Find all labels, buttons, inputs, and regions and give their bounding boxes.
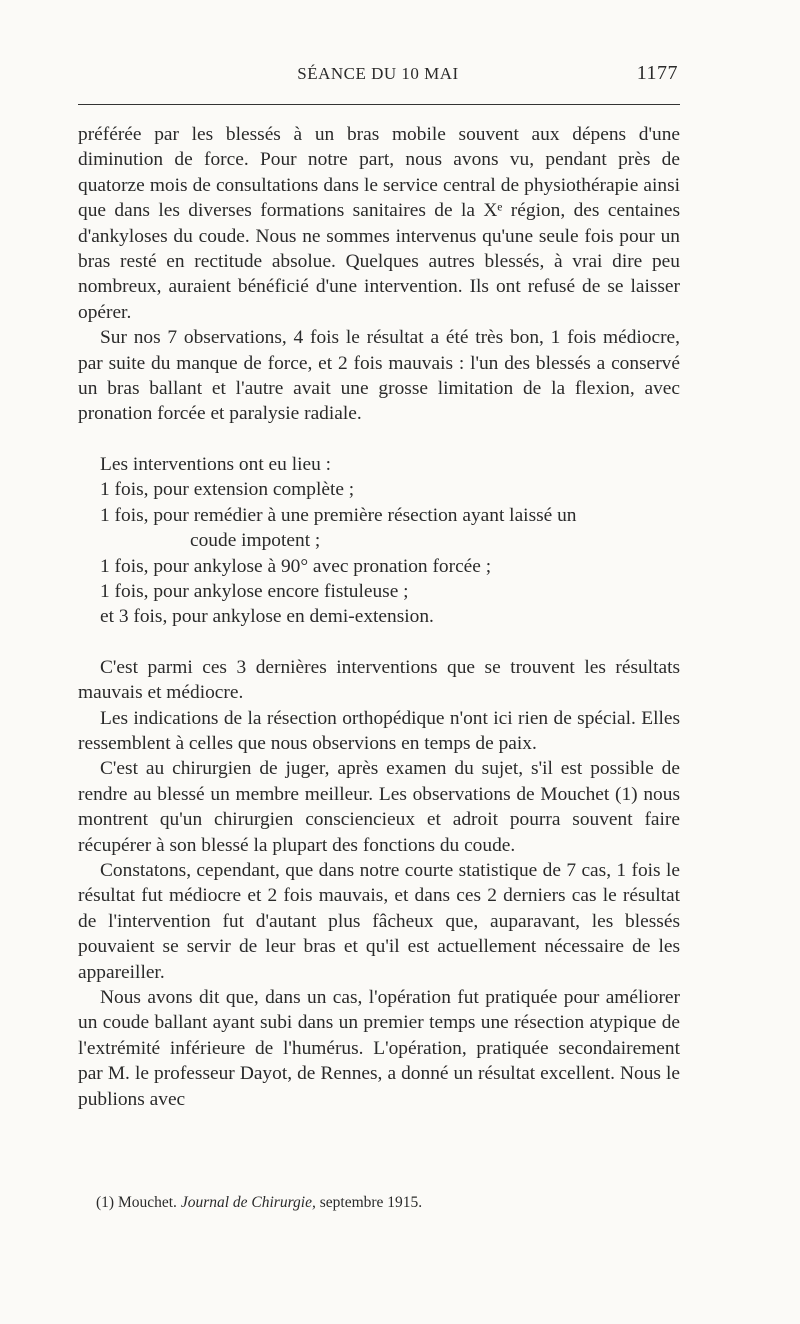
list-item: 1 fois, pour ankylose encore fistuleuse ;: [100, 580, 409, 602]
interventions-list: [78, 477, 680, 629]
body-text: [78, 122, 680, 1112]
list-item: et 3 fois, pour ankylose en demi-extension.: [100, 606, 434, 628]
paragraph: Constatons, cependant, que dans notre courte statistique de 7 cas, 1 fois le résultat fut médiocre et 2 fois mauvais, et dans ces 2 derniers cas le résultat de l'intervention fut d'autant plus fâcheux que, auparavant, les blessés pouvaient se servir de leur bras et qu'il est actuellement nécessaire de les appareiller.: [78, 859, 680, 983]
footnote-author: Mouchet.: [117, 1194, 177, 1211]
footnote-marker: (1): [96, 1194, 115, 1211]
footnote-date: septembre 1915.: [319, 1194, 423, 1211]
footnote-journal: Journal de Chirurgie,: [180, 1194, 316, 1211]
paragraph: Les indications de la résection orthopédique n'ont ici rien de spécial. Elles ressemblent à celles que nous observions en temps de paix.: [78, 707, 680, 754]
header-rule: [78, 104, 680, 105]
spacer: [78, 630, 680, 655]
paragraph: Les interventions ont eu lieu :: [100, 453, 332, 475]
spacer: [78, 427, 680, 452]
paragraph: Sur nos 7 observations, 4 fois le résultat a été très bon, 1 fois médiocre, par suite du manque de force, et 2 fois mauvais : l'un des blessés a conservé un bras ballant et l'autre avait une grosse limitation de la flexion, avec pronation forcée et paralysie radiale.: [78, 327, 680, 425]
list-item: 1 fois, pour extension complète ;: [100, 479, 355, 501]
page-header: [78, 62, 678, 92]
footnote: [96, 1194, 680, 1212]
paragraph: C'est parmi ces 3 dernières interventions que se trouvent les résultats mauvais et médiocre.: [78, 656, 680, 704]
paragraph: C'est au chirurgien de juger, après examen du sujet, s'il est possible de rendre au blessé un membre meilleur. Les observations de Mouchet (1) nous montrent qu'un chirurgien consciencieux et adroit pourra souvent faire récupérer à son blessé la plupart des fonctions du coude.: [78, 758, 680, 856]
paragraph: préférée par les blessés à un bras mobile souvent aux dépens d'une diminution de force. Pour notre part, nous avons vu, pendant près de quatorze mois de consultations dans le service central de physiothérapie ainsi que dans les diverses formations sanitaires de la Xᵉ région, des centaines d'ankyloses du coude. Nous ne sommes intervenus qu'une seule fois pour un bras resté en rectitude absolue. Quelques autres blessés, à vrai dire peu nombreux, auraient bénéficié d'une intervention. Ils ont refusé de se laisser opérer.: [78, 124, 680, 323]
page-number: 1177: [636, 62, 678, 84]
list-item: 1 fois, pour ankylose à 90° avec pronation forcée ;: [100, 555, 492, 577]
list-item: coude impotent ;: [190, 530, 321, 552]
running-title: SÉANCE DU 10 MAI: [297, 64, 459, 83]
list-item: 1 fois, pour remédier à une première résection ayant laissé un: [100, 504, 577, 526]
paragraph: Nous avons dit que, dans un cas, l'opération fut pratiquée pour améliorer un coude ballant ayant subi dans un premier temps une résection atypique de l'extrémité inférieure de l'humérus. L'opération, pratiquée secondairement par M. le professeur Dayot, de Rennes, a donné un résultat excellent. Nous le publions avec: [78, 987, 680, 1110]
